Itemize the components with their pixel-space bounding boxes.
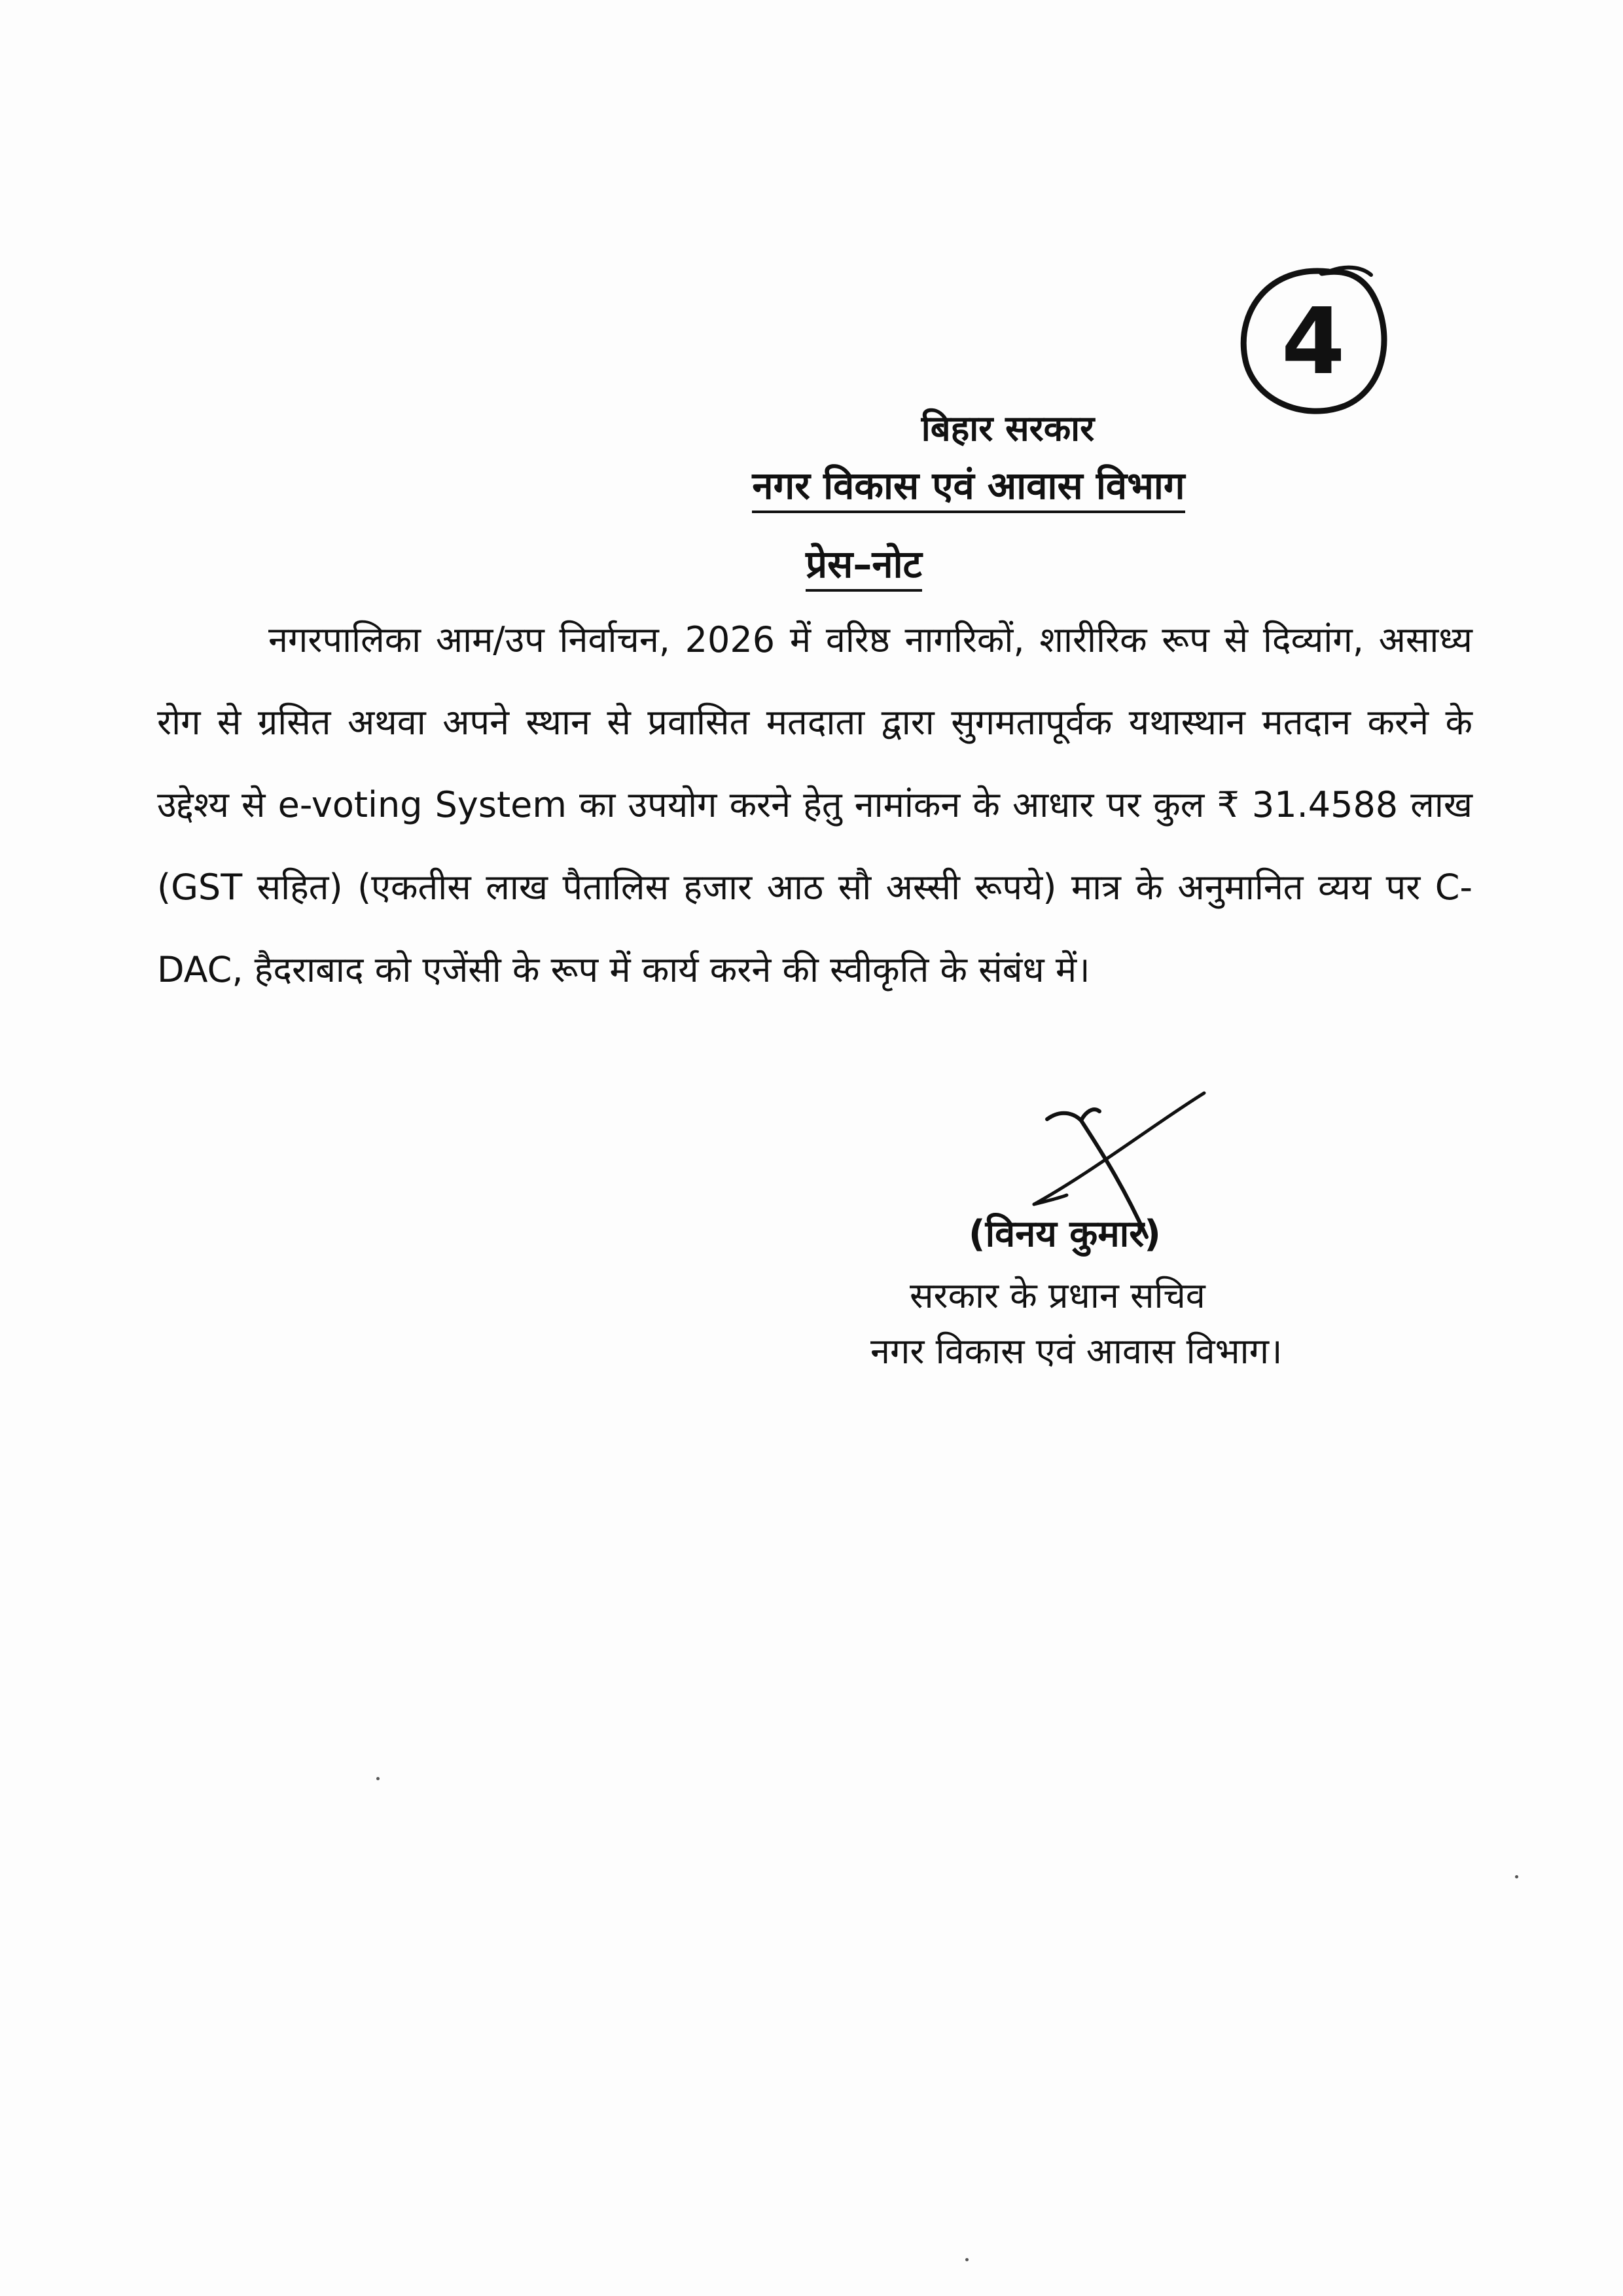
signatory-name: (विनय कुमार) [969, 1213, 1161, 1255]
department-heading [157, 458, 1623, 510]
scan-speck [1515, 1875, 1518, 1878]
scan-speck [376, 1777, 380, 1780]
page-number-text: 4 [1281, 289, 1346, 395]
scan-speck [965, 2258, 969, 2261]
government-heading: बिहार सरकार [921, 408, 1095, 449]
press-note-body: नगरपालिका आम/उप निर्वाचन, 2026 में वरिष्ठ नागरिकों, शारीरिक रूप से दिव्यांग, असाध्य रोग से ग्रसित अथवा अपने स्थान से प्रवासित मतदाता द्वारा सुगमतापूर्वक यथास्थान मतदान करने के उद्देश्य से e-voting System का उपयोग करने हेतु नामांकन के आधार पर कुल ₹ 31.4588 लाख (GST सहित) (एकतीस लाख पैतालिस हजार आठ सौ अस्सी रूपये) मात्र के अनुमानित व्यय पर C-DAC, हैदराबाद को एजेंसी के रूप में कार्य करने की स्वीकृति के संबंध में। [157, 619, 1472, 990]
press-note-title [52, 537, 1623, 588]
press-note-title-text: प्रेस–नोट [806, 542, 922, 592]
department-heading-text: नगर विकास एवं आवास विभाग [752, 463, 1185, 513]
signatory-designation: सरकार के प्रधान सचिव [910, 1275, 1205, 1316]
signatory-department: नगर विकास एवं आवास विभाग। [870, 1331, 1283, 1372]
